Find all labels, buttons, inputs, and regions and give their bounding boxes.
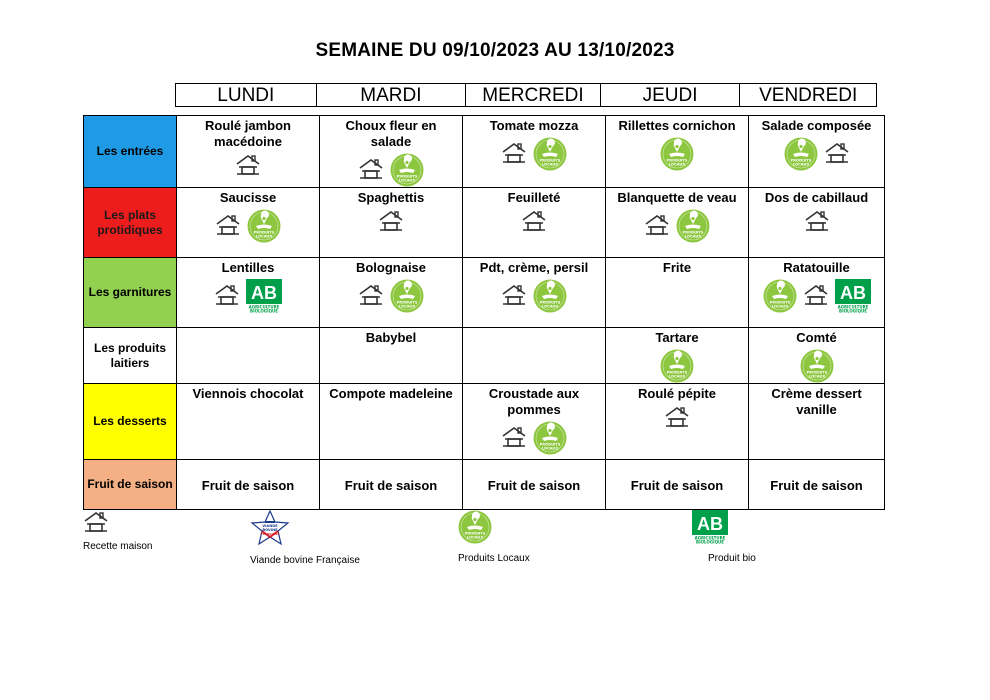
label-icons — [606, 405, 748, 432]
days-header — [175, 83, 877, 107]
menu-cell — [749, 384, 885, 460]
svg-text:PRODUITS: PRODUITS — [464, 531, 486, 536]
dish-name: Saucisse — [219, 190, 277, 205]
house-icon — [215, 213, 241, 240]
local-products-icon — [458, 510, 492, 544]
organic-ab-icon — [692, 510, 728, 544]
house-icon — [501, 283, 527, 310]
dish-name: Salade composée — [761, 118, 872, 133]
menu-cell — [320, 258, 463, 328]
menu-cell — [749, 116, 885, 188]
svg-text:LOCAUX: LOCAUX — [466, 535, 484, 540]
menu-cell — [749, 188, 885, 258]
label-icons — [320, 153, 462, 187]
dish-name: Fruit de saison — [630, 477, 724, 493]
menu-row — [84, 384, 885, 460]
legend-label: Produits Locaux — [458, 553, 530, 564]
dish-name — [177, 328, 319, 330]
dish-name: Tomate mozza — [489, 118, 579, 133]
svg-text:PRODUITS: PRODUITS — [790, 158, 811, 163]
label-icons — [749, 279, 884, 313]
menu-cell — [749, 258, 885, 328]
day-header-friday: VENDREDI — [759, 85, 858, 106]
dish-name: Spaghettis — [357, 190, 425, 205]
category-label: Les garnitures — [84, 258, 177, 328]
dish-name: Rillettes cornichon — [618, 118, 736, 133]
svg-text:PRODUITS: PRODUITS — [666, 158, 688, 163]
house-icon — [358, 157, 384, 184]
svg-text:LOCAUX: LOCAUX — [668, 162, 686, 167]
svg-text:LOCAUX: LOCAUX — [684, 234, 702, 239]
dish-name: Babybel — [365, 330, 417, 345]
house-icon — [803, 283, 829, 310]
house-icon — [358, 283, 384, 310]
french-beef-icon — [250, 524, 290, 550]
menu-cell — [463, 460, 606, 510]
local-products-icon — [533, 421, 567, 455]
svg-text:LOCAUX: LOCAUX — [541, 162, 559, 167]
menu-cell — [463, 328, 606, 384]
dish-name: Croustade aux pommes — [488, 386, 580, 417]
legend-item-homemade — [83, 510, 152, 552]
menu-cell — [606, 460, 749, 510]
local-products-icon — [660, 349, 694, 383]
day-header-tuesday: MARDI — [317, 84, 467, 106]
menu-row — [84, 460, 885, 510]
house-icon — [521, 209, 547, 236]
page-title: SEMAINE DU 09/10/2023 AU 13/10/2023 — [315, 40, 675, 61]
dish-name: Ratatouille — [783, 260, 850, 275]
label-icons — [606, 137, 748, 171]
legend-label: Recette maison — [83, 541, 153, 552]
local-products-icon — [533, 279, 567, 313]
menu-row — [84, 328, 885, 384]
svg-text:BIOLOGIQUE: BIOLOGIQUE — [838, 308, 867, 313]
dish-name: Feuilleté — [507, 190, 561, 205]
legend-item-french-beef — [250, 510, 360, 566]
category-label: Les desserts — [84, 384, 177, 460]
dish-name: Frite — [662, 260, 692, 275]
dish-name: Roulé jambon macédoine — [205, 118, 291, 149]
menu-table — [83, 115, 885, 510]
menu-cell — [606, 258, 749, 328]
svg-text:PRODUITS: PRODUITS — [396, 300, 418, 305]
dish-name: Fruit de saison — [770, 477, 863, 493]
menu-cell — [177, 116, 320, 188]
label-icons — [463, 209, 605, 236]
menu-cell — [177, 328, 320, 384]
legend-label: Viande bovine Française — [250, 555, 360, 566]
label-icons — [606, 349, 748, 383]
menu-cell — [463, 384, 606, 460]
svg-text:LOCAUX: LOCAUX — [541, 446, 559, 451]
local-products-icon — [800, 349, 834, 383]
house-icon — [501, 425, 527, 452]
category-label: Les entrées — [84, 116, 177, 188]
menu-cell — [463, 258, 606, 328]
svg-text:AB: AB — [251, 283, 277, 303]
svg-text:PRODUITS: PRODUITS — [539, 442, 561, 447]
label-icons — [749, 137, 884, 171]
local-products-icon — [390, 153, 424, 187]
dish-name: Pdt, crème, persil — [479, 260, 589, 275]
svg-text:BOVINE: BOVINE — [262, 528, 278, 532]
svg-text:PRODUITS: PRODUITS — [666, 370, 688, 375]
svg-text:LOCAUX: LOCAUX — [398, 178, 416, 183]
label-icons — [177, 209, 319, 243]
label-icons — [606, 209, 748, 243]
svg-text:BIOLOGIQUE: BIOLOGIQUE — [696, 539, 724, 544]
dish-name — [463, 328, 605, 330]
menu-cell — [606, 116, 749, 188]
svg-text:PRODUITS: PRODUITS — [682, 230, 704, 235]
svg-text:LOCAUX: LOCAUX — [668, 374, 686, 379]
house-icon — [644, 213, 670, 240]
house-icon — [824, 141, 850, 168]
legend-item-local — [458, 510, 530, 564]
menu-cell — [320, 116, 463, 188]
house-icon — [83, 519, 109, 536]
svg-text:AB: AB — [697, 514, 723, 534]
organic-ab-icon — [246, 279, 282, 313]
dish-name: Comté — [796, 330, 837, 345]
menu-cell — [177, 384, 320, 460]
dish-name: Choux fleur en salade — [345, 118, 437, 149]
svg-text:AGRICULTURE: AGRICULTURE — [248, 304, 280, 310]
svg-text:PRODUITS: PRODUITS — [539, 300, 561, 305]
svg-text:PRODUITS: PRODUITS — [806, 370, 827, 375]
svg-text:LOCAUX: LOCAUX — [808, 374, 825, 379]
day-header-wednesday: MERCREDI — [466, 84, 601, 106]
svg-text:PRODUITS: PRODUITS — [396, 174, 418, 179]
menu-cell — [177, 258, 320, 328]
dish-name: Fruit de saison — [201, 477, 295, 493]
menu-row — [84, 116, 885, 188]
organic-ab-icon — [835, 279, 871, 313]
menu-cell — [463, 188, 606, 258]
dish-name: Roulé pépite — [637, 386, 716, 401]
house-icon — [214, 283, 240, 310]
svg-text:PRODUITS: PRODUITS — [253, 230, 275, 235]
label-icons — [749, 349, 884, 383]
local-products-icon — [533, 137, 567, 171]
day-header-thursday: JEUDI — [601, 84, 741, 106]
menu-cell — [177, 188, 320, 258]
menu-cell — [320, 460, 463, 510]
house-icon — [501, 141, 527, 168]
house-icon — [804, 209, 830, 236]
menu-cell — [177, 460, 320, 510]
label-icons — [463, 137, 605, 171]
menu-cell — [320, 328, 463, 384]
menu-cell — [749, 328, 885, 384]
dish-name: Blanquette de veau — [617, 190, 737, 205]
dish-name: Crème dessert vanille — [771, 386, 862, 417]
legend-label: Produit bio — [708, 553, 756, 564]
dish-name: Bolognaise — [355, 260, 427, 275]
svg-text:LOCAUX: LOCAUX — [771, 304, 788, 309]
dish-name: Viennois chocolat — [192, 386, 304, 401]
local-products-icon — [763, 279, 797, 313]
dish-name: Tartare — [655, 330, 699, 345]
house-icon — [235, 153, 261, 180]
menu-cell — [606, 328, 749, 384]
dish-name: Fruit de saison — [487, 477, 581, 493]
svg-text:VIANDE: VIANDE — [262, 524, 278, 528]
local-products-icon — [676, 209, 710, 243]
category-label: Les produits laitiers — [84, 328, 177, 384]
house-icon — [378, 209, 404, 236]
menu-cell — [749, 460, 885, 510]
category-label: Fruit de saison — [84, 460, 177, 510]
dish-name: Compote madeleine — [329, 386, 453, 401]
category-label: Les plats protidiques — [84, 188, 177, 258]
menu-cell — [606, 384, 749, 460]
menu-cell — [606, 188, 749, 258]
house-icon — [664, 405, 690, 432]
local-products-icon — [247, 209, 281, 243]
svg-text:AGRICULTURE: AGRICULTURE — [837, 304, 868, 310]
svg-text:LOCAUX: LOCAUX — [792, 162, 809, 167]
svg-text:AGRICULTURE: AGRICULTURE — [694, 535, 726, 541]
label-icons — [463, 279, 605, 313]
legend-item-organic — [692, 510, 756, 564]
dish-name: Dos de cabillaud — [764, 190, 869, 205]
svg-text:FRANÇAISE: FRANÇAISE — [260, 532, 280, 536]
menu-cell — [463, 116, 606, 188]
label-icons — [320, 209, 462, 236]
menu-cell — [320, 188, 463, 258]
local-products-icon — [784, 137, 818, 171]
label-icons — [463, 421, 605, 455]
local-products-icon — [390, 279, 424, 313]
dish-name: Fruit de saison — [344, 477, 438, 493]
svg-text:PRODUITS: PRODUITS — [769, 300, 790, 305]
label-icons — [749, 209, 884, 236]
dish-name: Lentilles — [221, 260, 275, 275]
svg-text:PRODUITS: PRODUITS — [539, 158, 561, 163]
day-header-monday: LUNDI — [176, 84, 317, 106]
label-icons — [177, 279, 319, 313]
menu-row — [84, 258, 885, 328]
svg-text:AB: AB — [839, 283, 866, 303]
svg-text:BIOLOGIQUE: BIOLOGIQUE — [250, 308, 278, 313]
label-icons — [177, 153, 319, 180]
local-products-icon — [660, 137, 694, 171]
svg-text:LOCAUX: LOCAUX — [255, 234, 273, 239]
label-icons — [320, 279, 462, 313]
svg-text:LOCAUX: LOCAUX — [398, 304, 416, 309]
svg-text:LOCAUX: LOCAUX — [541, 304, 559, 309]
menu-cell — [320, 384, 463, 460]
menu-row — [84, 188, 885, 258]
